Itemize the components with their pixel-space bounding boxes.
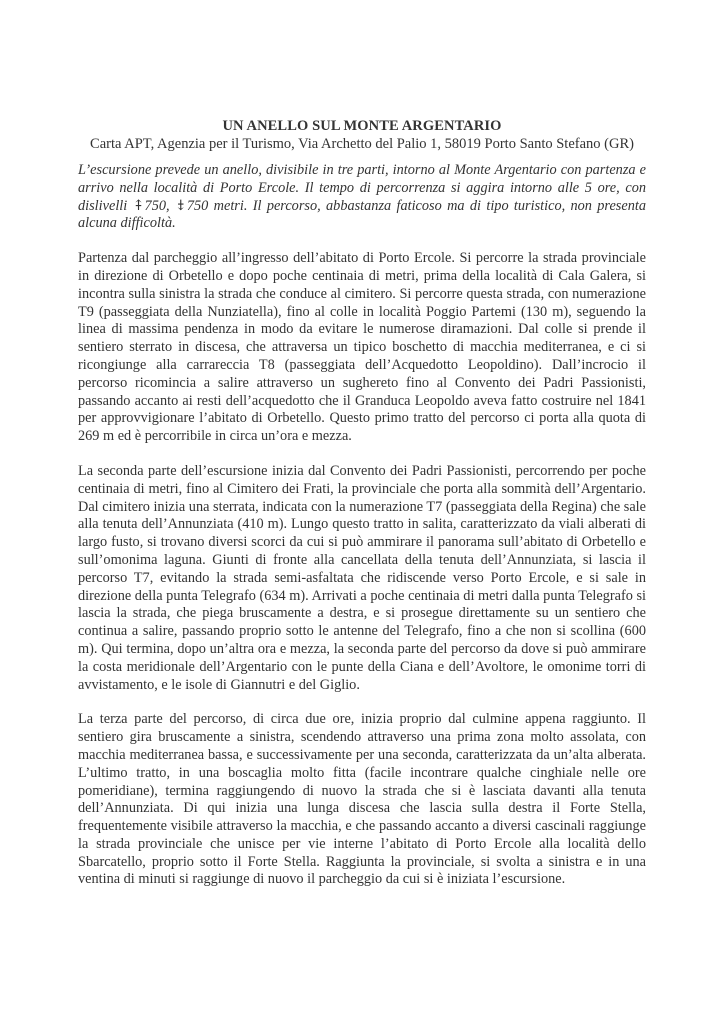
document-page: [78, 117, 646, 906]
document-subtitle: Carta APT, Agenzia per il Turismo, Via Archetto del Palio 1, 58019 Porto Santo Stefano (GR): [90, 136, 634, 152]
paragraph-part-two: La seconda parte dell’escursione inizia dal Convento dei Padri Passionisti, percorrendo per poche centinaia di metri, fino al Cimitero dei Frati, la provinciale che porta alla sommità dell’Argentario. Dal cimitero inizia una sterrata, indicata con la numerazione T7 (passeggiata della Regina) che sale alla tenuta dell’Annunziata (410 m). Lungo questo tratto in salita, caratterizzato da viali alberati di largo fusto, si trovano diversi scorci da cui si può ammirare il panorama sull’abitato di Orbetello e sull’omonima laguna. Giunti di fronte alla cancellata della tenuta dell’Annunziata, si lascia il percorso T7, evitando la strada semi-asfaltata che ridiscende verso Porto Ercole, e si sale in direzione della punta Telegrafo (634 m). Arrivati a poche centinaia di metri dalla punta Telegrafo si lascia la strada, che piega bruscamente a destra, e si prosegue direttamente su un sentiero che continua a salire, passando proprio sotto le antenne del Telegrafo, fino a che non si scollina (600 m). Qui termina, dopo un’altra ora e mezza, la seconda parte del percorso da dove si può ammirare la costa meridionale dell’Argentario con le punte della Ciana e dell’Avoltore, le omonime torri di avvistamento, e le isole di Giannutri e del Giglio.: [78, 462, 646, 693]
document-title: UN ANELLO SUL MONTE ARGENTARIO: [222, 118, 502, 134]
intro-paragraph: L’escursione prevede un anello, divisibile in tre parti, intorno al Monte Argentario con partenza e arrivo nella località di Porto Ercole. Il tempo di percorrenza si aggira intorno alle 5 ore, con dislivelli ⤉750, ⤈750 metri. Il percorso, abbastanza faticoso ma di tipo turistico, non presenta alcuna difficoltà.: [78, 162, 646, 232]
paragraph-part-one: Partenza dal parcheggio all’ingresso dell’abitato di Porto Ercole. Si percorre la strada provinciale in direzione di Orbetello e dopo poche centinaia di metri, prima della località di Cala Galera, si incontra sulla sinistra la strada che conduce al cimitero. Si percorre questa strada, con numerazione T9 (passeggiata della Nunziatella), fino al colle in località Poggio Partemi (130 m), seguendo la linea di massima pendenza in modo da evitare le numerose diramazioni. Dal colle si prende il sentiero sterrato in discesa, che attraversa un tipico boschetto di macchia mediterranea, e ci si ricongiunge alla carrareccia T8 (passeggiata dell’Acquedotto Leopoldino). Dall’incrocio il percorso ricomincia a salire attraverso un sughereto fino al Convento dei Padri Passionisti, passando accanto ai resti dell’acquedotto che il Granduca Leopoldo aveva fatto costruire nel 1841 per approvvigionare l’abitato di Orbetello. Questo primo tratto del percorso ci porta alla quota di 269 m ed è percorribile in circa un’ora e mezza.: [78, 250, 646, 445]
paragraph-part-three: La terza parte del percorso, di circa due ore, inizia proprio dal culmine appena raggiunto. Il sentiero gira bruscamente a sinistra, scendendo attraverso una prima zona molto assolata, con macchia mediterranea bassa, e successivamente per una seconda, caratterizzata da un’alta alberata. L’ultimo tratto, in una boscaglia molto fitta (facile incontrare qualche cinghiale nelle ore pomeridiane), termina raggiungendo di nuovo la strada che si è lasciata davanti alla tenuta dell’Annunziata. Di qui inizia una lunga discesa che lascia sulla destra il Forte Stella, frequentemente visibile attraverso la macchia, e che passando accanto a diversi cascinali raggiunge la strada provinciale che unisce per vie interne l’abitato di Porto Ercole alla località dello Sbarcatello, proprio sotto il Forte Stella. Raggiunta la provinciale, si svolta a sinistra e in una ventina di minuti si raggiunge di nuovo il parcheggio da cui si è iniziata l’escursione.: [78, 711, 646, 888]
